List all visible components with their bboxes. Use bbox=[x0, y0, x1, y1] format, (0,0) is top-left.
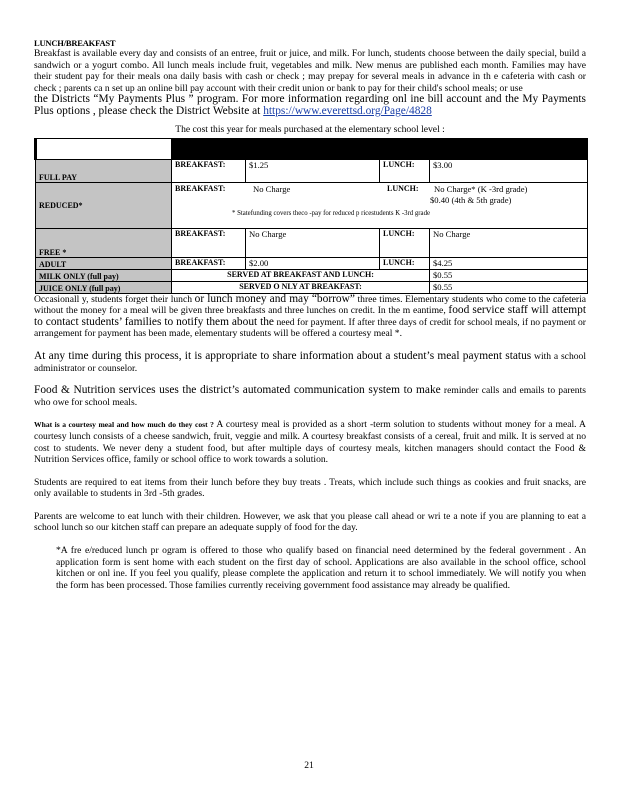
free-lunch-paragraph: *A fre e/reduced lunch pr ogram is offered to those who qualify based on financial need determined by the federal government . An application form is sent home with each student on the first day of school. Applications are also available in the school office, school kitchen or onl ine. If you feel you qualify, please complete the application and return it to school immediately. We will notify you when the form has been processed. Those families currently receiving government food assistance may already be qualified. bbox=[56, 545, 586, 591]
table-header-bar bbox=[36, 138, 588, 159]
cost-intro: The cost this year for meals purchased at the elementary school level : bbox=[175, 123, 445, 135]
parents-paragraph: Parents are welcome to eat lunch with their children. However, we ask that you please call ahead or wri te a note if you are planning to eat a school lunch so our kitchen staff can prepare an adequate supply of food for the day. bbox=[34, 510, 586, 534]
treats-paragraph: Students are required to eat items from their lunch before they buy treats . Treats, which include such things as cookies and fruit snacks, are only available to students in 3rd -5th grades. bbox=[34, 476, 586, 500]
state-funding-note: * Statefunding covers theco -pay for reduced p ricestudents K -3rd grade bbox=[232, 209, 430, 217]
courtesy-meal-paragraph: What is a courtesy meal and how much do they cost ? A courtesy meal is provided as a short -term solution to students without money for a meal. A courtesy lunch consists of a cheese sandwich, fruit, veggie and milk. A courtesy breakfast consists of a cereal, fruit and milk. It is served at no cost to students. We never deny a student food, but after multiple days of courtesy meals, kitchen managers should contact the Food & Nutrition Services office, family or school office to work towards a solution. bbox=[34, 419, 586, 466]
row-label: FREE * bbox=[36, 228, 172, 257]
row-label: MILK ONLY (full pay) bbox=[36, 269, 172, 281]
table-row: FREE * BREAKFAST: No Charge LUNCH: No Charge bbox=[36, 228, 588, 257]
table-row: JUICE ONLY (full pay) SERVED O NLY AT BREAKFAST: $0.55 bbox=[36, 281, 588, 293]
intro-paragraph-2: the Districts “My Payments Plus ” program. For more information regarding onl ine bill account and the My Payments Plus options , please check the District Website at https://www.everettsd.org/Page/4828 bbox=[34, 93, 586, 117]
row-label: FULL PAY bbox=[36, 159, 172, 182]
share-paragraph: At any time during this process, it is appropriate to share information about a student’s meal payment status with a school administrator or counselor. bbox=[34, 349, 586, 374]
district-website-link[interactable]: https://www.everettsd.org/Page/4828 bbox=[263, 104, 432, 117]
table-row: FULL PAY BREAKFAST: $1.25 LUNCH: $3.00 bbox=[36, 159, 588, 182]
courtesy-question: What is a courtesy meal and how much do they cost ? bbox=[34, 420, 214, 430]
page-content bbox=[34, 38, 586, 591]
communication-paragraph: Food & Nutrition services uses the district’s automated communication system to make reminder calls and emails to parents who owe for school meals. bbox=[34, 384, 587, 408]
row-label: JUICE ONLY (full pay) bbox=[36, 281, 172, 293]
row-label: REDUCED* bbox=[36, 182, 172, 228]
page-number: 21 bbox=[304, 760, 314, 771]
intro-paragraph: Breakfast is available every day and consists of an entree, fruit or juice, and milk. For lunch, students choose between the daily special, build a sandwich or a yogurt combo. All lunch meals include fruit, vegetables and milk. New menus are published each month. Families may have their student pay for their meals ona daily basis with cash or check ; may prepay for several meals in advance in th e cafeteria with cash or check ; parents ca n set up an online bill pay account with their credit union or bank to pay for their child's school meals; or use bbox=[34, 48, 586, 94]
table-row: MILK ONLY (full pay) SERVED AT BREAKFAST AND LUNCH: $0.55 bbox=[36, 269, 588, 281]
table-row: REDUCED* BREAKFAST: No Charge LUNCH: No Charge* (K -3rd grade) $0.40 (4th & 5th grade) * Statefunding covers theco -pay for reduced p ricestudents K -3rd grade bbox=[36, 182, 588, 228]
credit-paragraph: Occasionall y, students forget their lunch or lunch money and may “borrow” three times. Elementary students who come to the cafeteria without the money for a meal will be given three breakfasts and three lunches on credit. In the m eantime, food service staff will attempt to contact students’ families to notify them about the need for payment. If after three days of credit for school meals, if no payment or arrangement for payment has been made, elementary students will be offered a courtesy meal *. bbox=[34, 292, 586, 340]
section-heading: LUNCH/BREAKFAST bbox=[34, 38, 116, 48]
table-row: ADULT BREAKFAST: $2.00 LUNCH: $4.25 bbox=[36, 257, 588, 269]
meal-price-table bbox=[34, 138, 588, 294]
row-label: ADULT bbox=[36, 257, 172, 269]
